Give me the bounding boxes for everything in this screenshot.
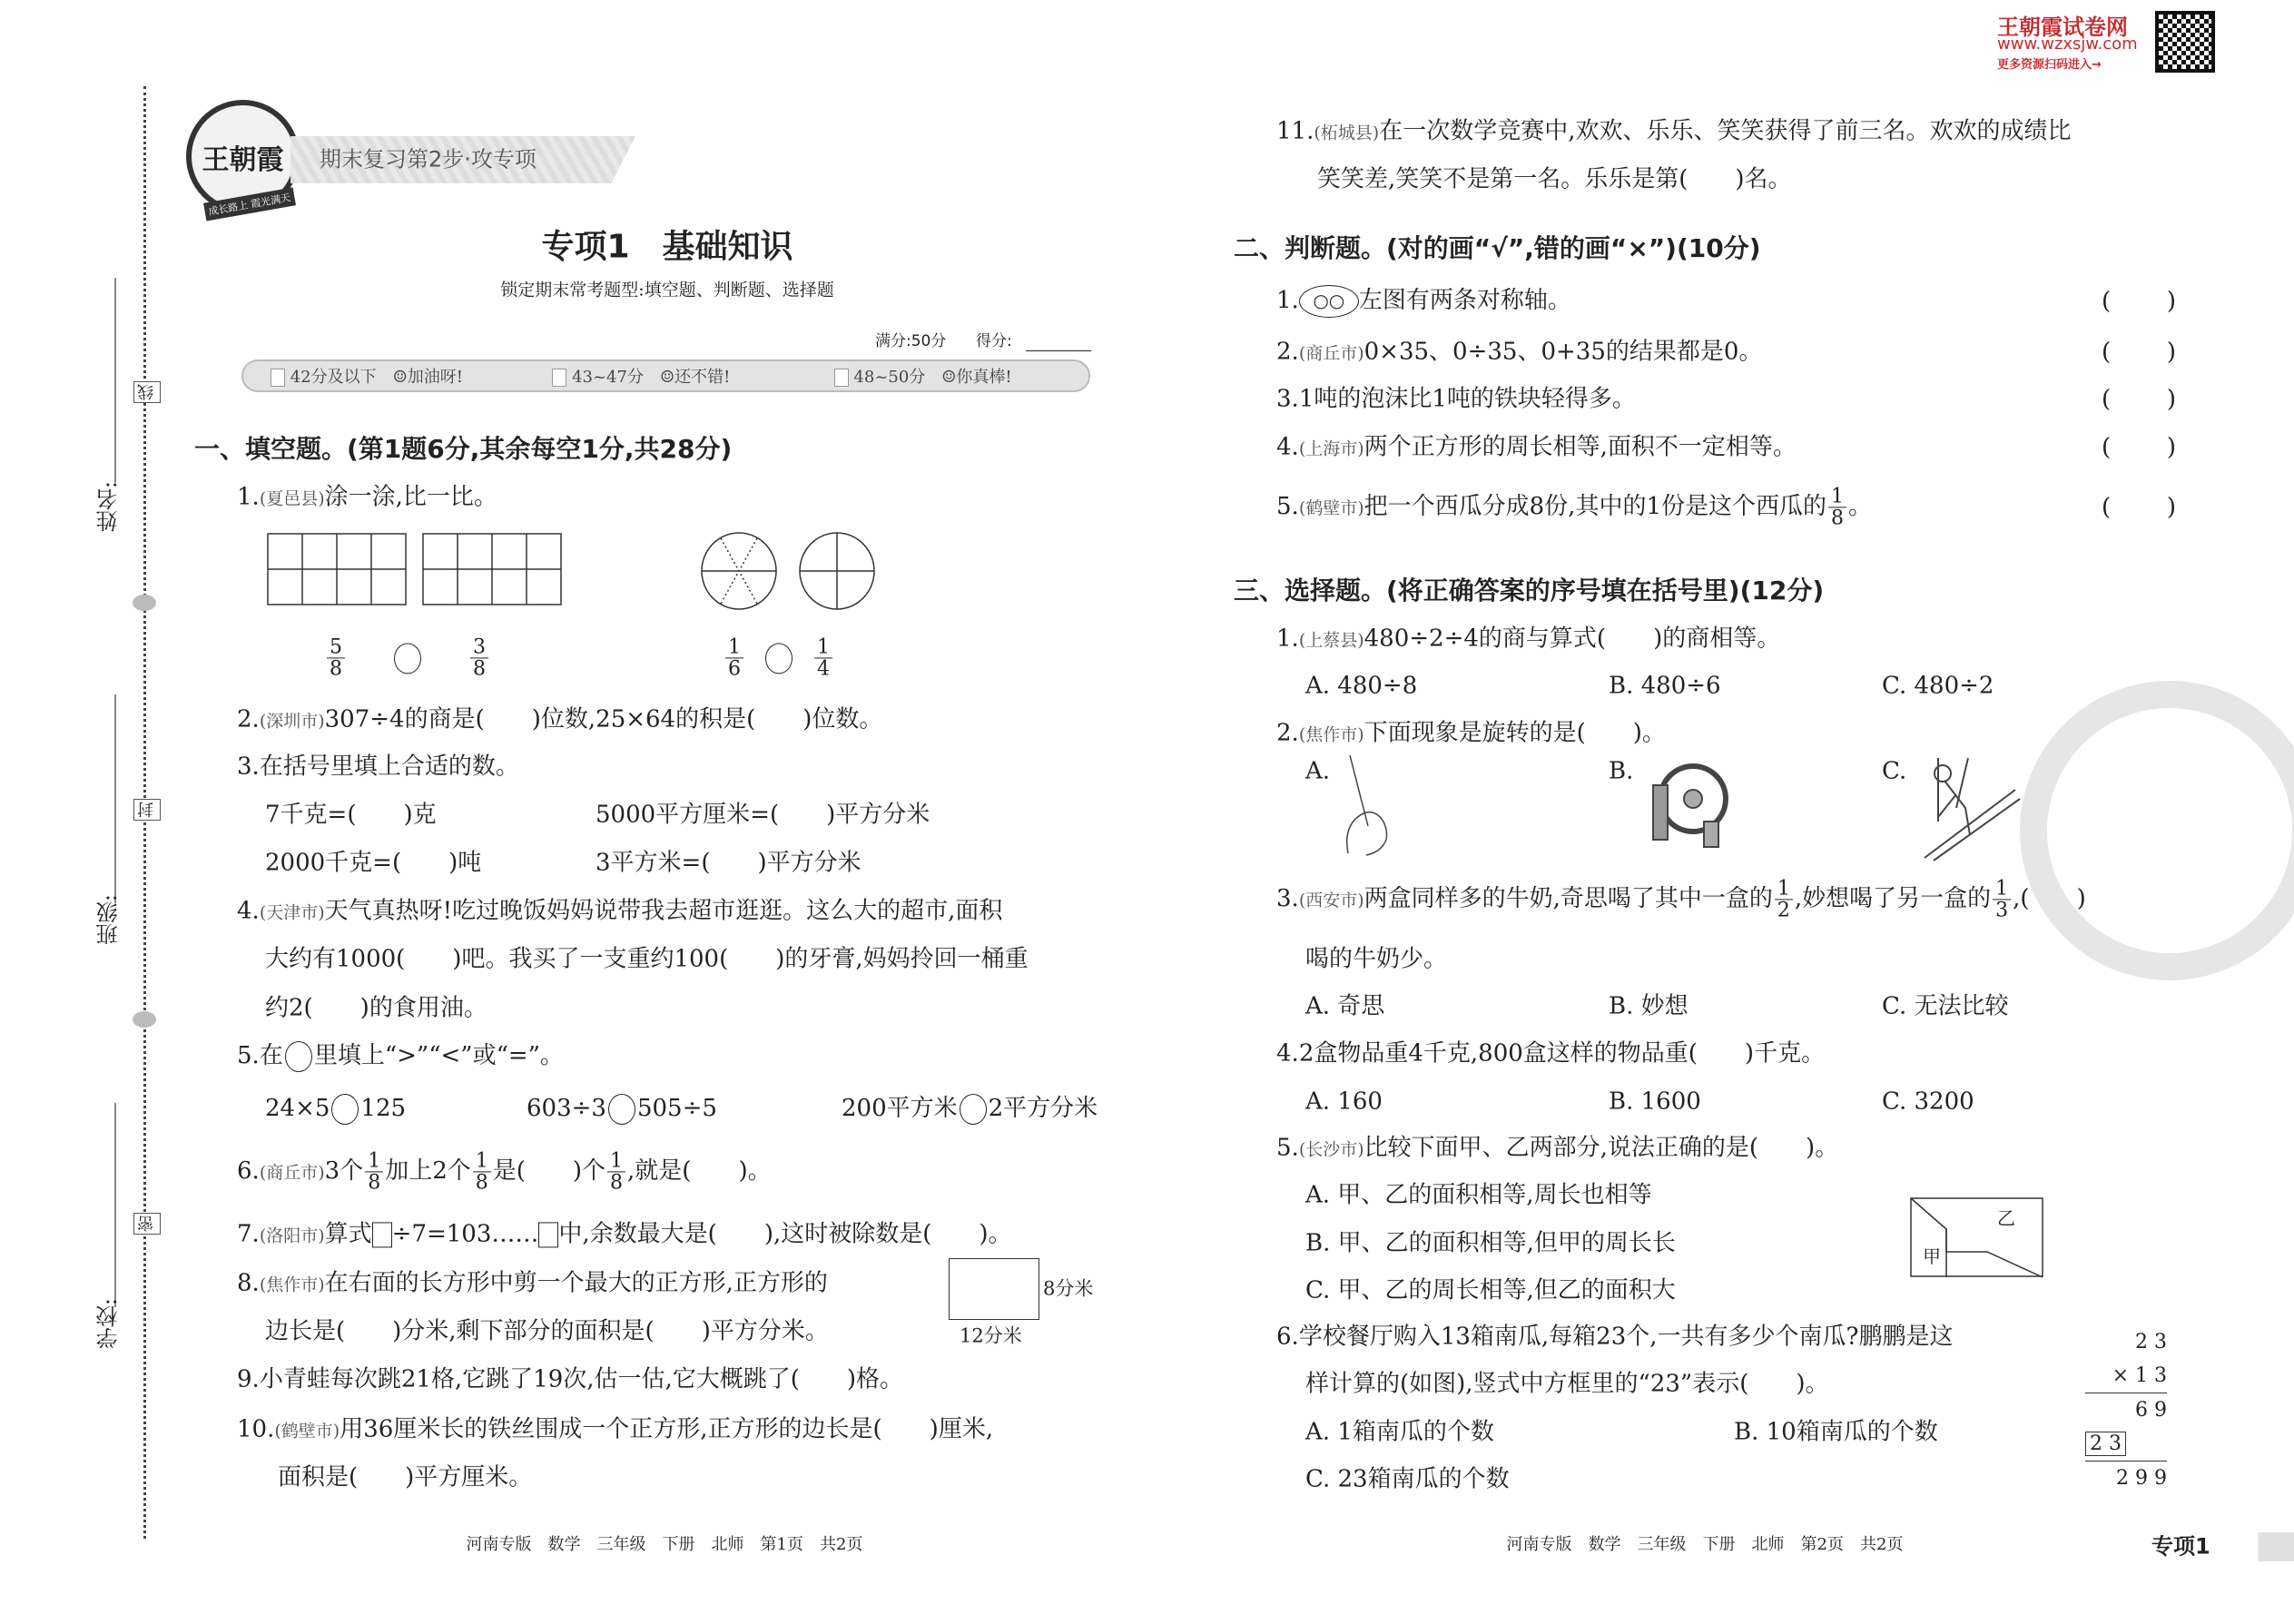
judge-item-3: 3.1吨的泡沫比1吨的铁块轻得多。: [1276, 385, 1636, 413]
class-underline: [114, 694, 116, 903]
judge-item-5: 5.(鹤壁市)把一个西瓜分成8份,其中的1份是这个西瓜的 $\frac{1}{8}$ 。: [1276, 485, 1873, 530]
question-3: 3.在括号里填上合适的数。: [237, 753, 519, 781]
steering-wheel-image: [1648, 758, 1729, 849]
choice-6: 6.学校餐厅购入13箱南瓜,每箱23个,一共有多少个南瓜?鹏鹏是这: [1276, 1323, 1954, 1351]
section-3-heading: 三、选择题。(将正确答案的序号填在括号里)(12分): [1234, 576, 1825, 606]
question-11-line-2: 笑笑差,笑笑不是第一名。乐乐是第( )名。: [1317, 165, 1792, 193]
q3-item-c: 2000千克=( )吨: [265, 849, 482, 877]
label-jia: 甲: [1923, 1245, 1941, 1267]
compare-circle[interactable]: [394, 643, 421, 674]
choice-1: 1.(上蔡县)480÷2÷4的商与算式( )的商相等。: [1276, 625, 1781, 653]
name-label: 姓名:: [96, 481, 122, 533]
swirl-icon: [133, 595, 156, 611]
compare-fractions-2: [724, 636, 834, 679]
choice-2: 2.(焦作市)下面现象是旋转的是( )。: [1276, 719, 1666, 747]
calc-row: × 1 3: [2085, 1359, 2167, 1393]
option[interactable]: B. 1600: [1609, 1088, 1701, 1116]
option[interactable]: C.: [1882, 757, 1907, 785]
compare-circle[interactable]: [331, 1094, 359, 1125]
skier-image: [1915, 753, 2024, 862]
option[interactable]: B. 10箱南瓜的个数: [1734, 1418, 1938, 1446]
face-icon: ☺: [392, 368, 408, 387]
score-field[interactable]: [1026, 350, 1091, 351]
q-num: 1.: [237, 483, 260, 511]
face-icon: ☺: [941, 368, 957, 387]
q5-item-a: 24×5 125: [265, 1094, 406, 1125]
qr-code-icon[interactable]: [2155, 11, 2215, 73]
question-6: 6.(商丘市)3个 $\frac{1}{8}$ 加上2个 $\frac{1}{8}$ 是( )个 $\frac{1}{8}$ ,就是( )。: [237, 1149, 772, 1195]
brand-logo-slogan: 成长路上 霞光满天: [203, 188, 295, 221]
rect-height-label: 8分米: [1043, 1277, 1094, 1300]
rating-low: [243, 364, 525, 388]
option[interactable]: C. 480÷2: [1882, 672, 1994, 700]
question-2: 2.(深圳市)307÷4的商是( )位数,25×64的积是( )位数。: [237, 705, 883, 733]
rating-checkbox[interactable]: [834, 369, 849, 387]
option[interactable]: B. 480÷6: [1609, 672, 1721, 700]
option[interactable]: B. 甲、乙的面积相等,但甲的周长长: [1305, 1229, 1676, 1257]
full-score: 满分:50分: [875, 331, 947, 350]
page-subtitle: 锁定期末常考题型:填空题、判断题、选择题: [500, 280, 834, 300]
option[interactable]: C. 无法比较: [1882, 992, 2009, 1020]
q5-item-c: 200平方米 2平方分米: [842, 1094, 1098, 1125]
rating-range: 48~50分: [853, 368, 926, 387]
rating-checkbox[interactable]: [271, 369, 285, 387]
score-label: 得分:: [976, 331, 1012, 350]
class-label: 班级:: [96, 894, 122, 946]
site-hint: 更多资源扫码进入→: [1997, 58, 2102, 72]
site-url: www.wzxsjw.com: [1997, 34, 2138, 54]
answer-paren[interactable]: ( ): [2102, 434, 2176, 461]
question-8: 8.(焦作市)在右面的长方形中剪一个最大的正方形,正方形的: [237, 1269, 828, 1297]
judge-item-2: 2.(商丘市)0×35、0÷35、0+35的结果都是0。: [1276, 338, 1763, 366]
option[interactable]: B.: [1609, 757, 1634, 785]
question-10: 10.(鹤壁市)用36厘米长的铁丝围成一个正方形,正方形的边长是( )厘米,: [237, 1415, 994, 1443]
rating-range: 42分及以下: [290, 368, 377, 387]
choice-4: 4.2盒物品重4千克,800盒这样的物品重( )千克。: [1276, 1039, 1826, 1068]
face-icon: ☺: [659, 368, 675, 387]
choice-3: 3.(西安市)两盒同样多的牛奶,奇思喝了其中一盒的 $\frac{1}{2}$ ,妙想喝了另一盒的 $\frac{1}{3}$ ,( ): [1276, 877, 2086, 922]
q-source: (夏邑县): [259, 488, 325, 509]
q3-item-d: 3平方米=( )平方分米: [596, 849, 861, 877]
option[interactable]: C. 3200: [1882, 1088, 1974, 1116]
question-5: 5.在 里填上“>”“<”或“=”。: [237, 1041, 564, 1072]
binding-mark-secret: 密: [133, 1213, 161, 1235]
calc-row: 2 3: [2135, 1331, 2167, 1353]
watermark-seal: [2020, 681, 2294, 980]
section-1-heading: 一、填空题。(第1题6分,其余每空1分,共28分): [194, 434, 733, 465]
fraction: $\frac{1}{6}$: [725, 636, 743, 679]
option[interactable]: C. 23箱南瓜的个数: [1305, 1465, 1510, 1493]
section-2-heading: 二、判断题。(对的画“√”,错的画“×”)(10分): [1234, 233, 1761, 264]
swirl-icon: [133, 1011, 156, 1028]
q3-item-a: 7千克=( )克: [265, 801, 437, 829]
rating-range: 43~47分: [572, 368, 644, 387]
two-circles-figure: ○○: [1299, 285, 1359, 318]
calc-row: 2 9 9: [2116, 1467, 2167, 1490]
blank-box[interactable]: [538, 1222, 558, 1247]
q5-item-b: 603÷3 505÷5: [527, 1094, 717, 1125]
question-11: 11.(柘城县)在一次数学竞赛中,欢欢、乐乐、笑笑获得了前三名。欢欢的成绩比: [1276, 117, 2072, 145]
option[interactable]: C. 甲、乙的周长相等,但乙的面积大: [1305, 1276, 1676, 1304]
option[interactable]: A. 奇思: [1305, 992, 1385, 1020]
name-underline: [114, 278, 116, 483]
footer-left: 河南专版 数学 三年级 下册 北师 第1页 共2页: [466, 1535, 863, 1555]
option[interactable]: B. 妙想: [1609, 992, 1689, 1020]
school-label: 学校:: [96, 1298, 122, 1350]
choice-5: 5.(长沙市)比较下面甲、乙两部分,说法正确的是( )。: [1276, 1134, 1839, 1162]
answer-paren[interactable]: ( ): [2102, 339, 2176, 366]
option[interactable]: A.: [1305, 757, 1331, 785]
rating-bar: [241, 359, 1090, 392]
option[interactable]: A. 480÷8: [1305, 672, 1418, 700]
rating-message: 你真棒!: [956, 368, 1012, 387]
question-8-line-2: 边长是( )分米,剩下部分的面积是( )平方分米。: [265, 1317, 829, 1345]
rating-message: 还不错!: [674, 368, 731, 387]
compare-circle[interactable]: [960, 1094, 987, 1125]
vertical-multiplication: [2085, 1325, 2167, 1495]
q-text: 涂一涂,比一比。: [324, 483, 497, 511]
question-9: 9.小青蛙每次跳21格,它跳了19次,估一估,它大概跳了( )格。: [237, 1365, 904, 1393]
question-10-line-2: 面积是( )平方厘米。: [278, 1463, 533, 1491]
question-4: 4.(天津市)天气真热呀!吃过晚饭妈妈说带我去超市逛逛。这么大的超市,面积: [237, 897, 1003, 925]
fraction: $\frac{5}{8}$: [327, 636, 345, 679]
question-4-line-2: 大约有1000( )吧。我买了一支重约100( )的牙膏,妈妈拎回一桶重: [265, 945, 1029, 973]
answer-paren[interactable]: ( ): [2102, 288, 2176, 315]
brand-logo: 王朝霞: [186, 100, 300, 213]
rating-message: 加油呀!: [407, 368, 464, 387]
option[interactable]: A. 160: [1305, 1088, 1383, 1116]
calc-row: 6 9: [2135, 1399, 2167, 1422]
page-title: 专项1 基础知识: [541, 228, 793, 266]
judge-item-1: 1. ○○ 左图有两条对称轴。: [1276, 285, 1571, 318]
label-yi: 乙: [1997, 1207, 2015, 1229]
question-1: [237, 483, 497, 511]
school-underline: [114, 1103, 116, 1307]
compare-fractions-1: [325, 636, 490, 679]
question-4-line-3: 约2( )的食用油。: [265, 994, 487, 1022]
fraction-grids[interactable]: [263, 527, 899, 617]
option[interactable]: A. 甲、乙的面积相等,周长也相等: [1305, 1181, 1652, 1209]
answer-paren[interactable]: ( ): [2102, 386, 2176, 413]
rectangle-figure: [949, 1258, 1039, 1320]
rating-checkbox[interactable]: [552, 369, 566, 387]
option[interactable]: A. 1箱南瓜的个数: [1305, 1418, 1494, 1446]
rect-width-label: 12分米: [960, 1324, 1022, 1347]
judge-item-4: 4.(上海市)两个正方形的周长相等,面积不一定相等。: [1276, 433, 1797, 461]
answer-paren[interactable]: ( ): [2102, 494, 2176, 521]
compare-circle[interactable]: [608, 1094, 635, 1125]
fraction: $\frac{1}{4}$: [814, 636, 832, 679]
syringe-hand-image: [1339, 753, 1412, 858]
rating-high: [807, 364, 1088, 388]
question-7: 7.(洛阳市)算式 ÷7=103…… 中,余数最大是( ),这时被除数是( )。: [237, 1220, 1012, 1248]
choice-6-line-2: 样计算的(如图),竖式中方框里的“23”表示( )。: [1305, 1370, 1829, 1398]
binding-mark-line: 线: [133, 381, 161, 403]
blank-box[interactable]: [372, 1222, 392, 1247]
binding-mark-seal: 封: [133, 799, 161, 821]
footer-right: 河南专版 数学 三年级 下册 北师 第2页 共2页: [1506, 1535, 1904, 1555]
site-name: 王朝霞试卷网: [1997, 15, 2128, 40]
compare-circle[interactable]: [765, 643, 793, 674]
choice-3-line-2: 喝的牛奶少。: [1305, 945, 1448, 973]
step-banner-text: 期末复习第2步·攻专项: [320, 146, 537, 172]
circle-icon: [285, 1041, 312, 1072]
fraction: $\frac{3}{8}$: [470, 636, 488, 679]
q3-item-b: 5000平方厘米=( )平方分米: [596, 801, 930, 829]
boxed-partial-product: 2 3: [2085, 1432, 2126, 1456]
rating-mid: [525, 364, 806, 388]
section-tab-label: 专项1: [2151, 1533, 2210, 1560]
